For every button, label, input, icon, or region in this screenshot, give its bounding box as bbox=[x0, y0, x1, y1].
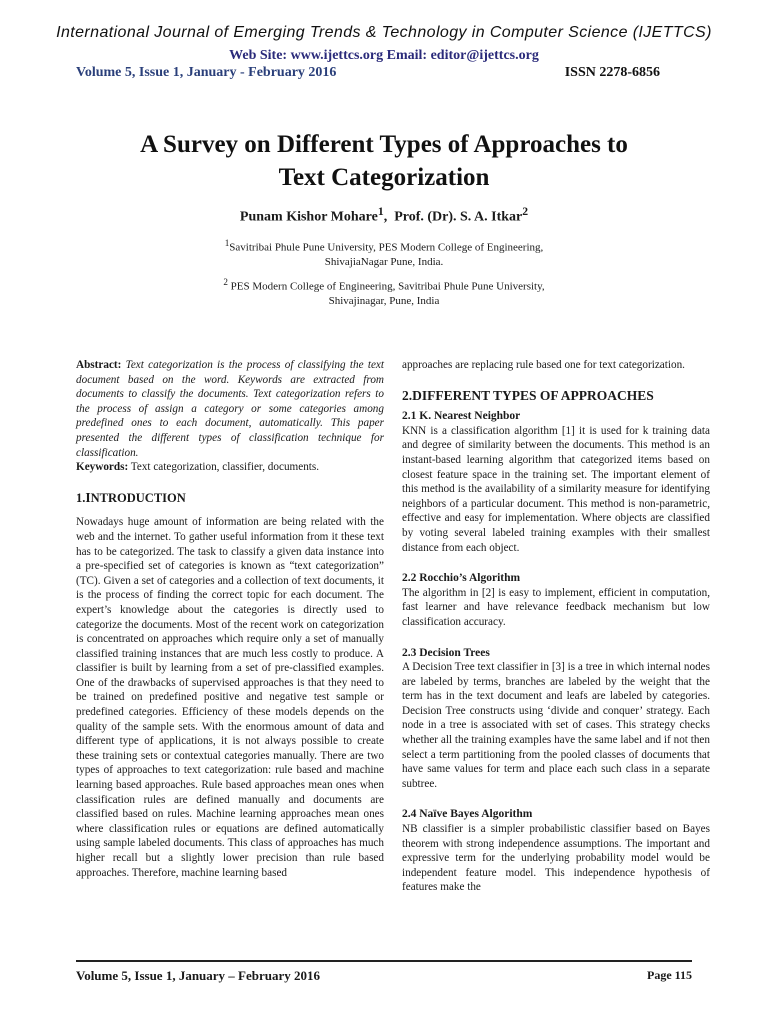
author-2-sup: 2 bbox=[522, 205, 529, 218]
page-footer bbox=[76, 968, 692, 984]
subsection-2-2-heading: 2.2 Rocchio’s Algorithm bbox=[402, 572, 521, 585]
journal-website: Web Site: www.ijettcs.org Email: editor@ijettcs.org bbox=[229, 48, 539, 63]
paper-title-line1: A Survey on Different Types of Approaches to bbox=[140, 131, 628, 158]
subsection-2-3-heading: 2.3 Decision Trees bbox=[402, 646, 490, 659]
volume-line bbox=[76, 65, 660, 81]
subsection-2-4-text: NB classifier is a simpler probabilistic classifier based on Bayes theorem with strong independence assumptions. The important and expressive term for the underlying probability model would be independent feature model. This independence hypothesis of features make the bbox=[402, 823, 710, 894]
authors bbox=[0, 205, 768, 226]
section-introduction-heading bbox=[76, 491, 384, 506]
introduction-text: Nowadays huge amount of information are being related with the web and the internet. To gather useful information from it these text has to be categorized. The task to classify a given data instance into a pre-specified set of categories is known as “text categorization” (TC). Given a set of categories and a collection of text documents, it is the process of finding the correct topic for each document. The expert’s knowledge about the categories is directly used to categorize the documents. Most of the recent work on categorization is concentrated on approaches which require only a set of manually classified training instances that are much less costly to produce. A classifier is built by learning from a set of pre-classified examples. One of the drawbacks of supervised approaches is that they need to be trained on predefined positive and negative test sample or predefined categories. Efficiency of these models depends on the quality of the sample sets. With the enormous amount of data and different type of applications, it is not always possible to create these training sets or contextual categories manually. There are two types of approaches to text categorization: rule based and machine learning based approaches. Rule based approaches mean ones when classification rules are defined manually and documents are classified based on rules. Machine learning approaches mean ones where classification rules or equations are defined automatically using sample labeled documents. This class of approaches has much higher recall but a slightly lower precision than rule based approaches. Therefore, machine learning based bbox=[76, 516, 384, 879]
affiliation-1 bbox=[0, 236, 768, 269]
section-initial: I bbox=[85, 489, 91, 505]
left-column bbox=[76, 358, 384, 880]
abstract bbox=[76, 358, 384, 460]
paper-title bbox=[0, 128, 768, 194]
subsection-2-3-text: A Decision Tree text classifier in [3] is a tree in which internal nodes are labeled by terms, branches are labeled by the weight that the term has in the text document and leafs are labeled by categories. Decision Tree constructs using ‘divide and conquer’ strategy. Each node in a tree is associated with set of cases. This strategy checks whether all the training examples have the same label and if not then select a term partitioning from the pooled classes of documents that have same values for term and place each such class in a separate subtree. bbox=[402, 661, 710, 790]
keywords bbox=[76, 460, 384, 475]
author-1: Punam Kishor Mohare bbox=[239, 209, 378, 225]
affiliation-2-line2: Shivajinagar, Pune, India bbox=[328, 294, 440, 307]
footer-rule bbox=[76, 960, 692, 962]
author-1-sup: 1 bbox=[377, 205, 384, 218]
section-number: 1. bbox=[76, 490, 86, 505]
affiliation-2-line1: PES Modern College of Engineering, Savitribai Phule Pune University, bbox=[227, 280, 545, 293]
subsection-2-1-text: KNN is a classification algorithm [1] it is used for k training data and degree of similarity between the documents. This method is an instant-based learning algorithm that categorized items based on closest feature space in the training set. The important element of this method is the availability of a similarity measure for identifying neighbors of a particular document. This method is non-parametric, effective and easy for implementation. Where objects are classified by voting several labeled training examples with their smallest distance from each object. bbox=[402, 424, 710, 554]
volume-info: Volume 5, Issue 1, January - February 2016 bbox=[76, 65, 337, 80]
intro-continuation: approaches are replacing rule based one for text categorization. bbox=[402, 359, 685, 371]
keywords-text: Text categorization, classifier, documents. bbox=[128, 461, 320, 474]
affiliation-2-sup: 2 bbox=[223, 277, 228, 287]
keywords-label: Keywords: bbox=[76, 461, 129, 474]
affiliation-1-sup: 1 bbox=[224, 238, 230, 248]
author-2: Prof. (Dr). S. A. Itkar bbox=[394, 209, 523, 225]
subsection-2-1-heading: 2.1 K. Nearest Neighbor bbox=[402, 410, 521, 423]
issn: ISSN 2278-6856 bbox=[564, 65, 660, 80]
affiliation-1-line2: ShivajiaNagar Pune, India. bbox=[324, 255, 444, 268]
journal-title: International Journal of Emerging Trends & Technology in Computer Science (IJETTCS) bbox=[56, 24, 712, 41]
subsection-2-2-text: The algorithm in [2] is easy to implement, efficient in computation, fast learner and have relevance feedback mechanism but low classification accuracy. bbox=[402, 586, 710, 628]
abstract-text: Text categorization is the process of classifying the text document based on the word. Keywords are extracted from documents to classify the documents. Text categorization refers to the process of assign a category or some categories among predefined ones to each document, automatically. This paper presented the different types of classification technique for classification. bbox=[76, 359, 384, 459]
abstract-label: Abstract: bbox=[76, 359, 122, 371]
right-column bbox=[402, 358, 710, 895]
section-2-heading: 2.DIFFERENT TYPES OF APPROACHES bbox=[402, 387, 654, 403]
section-title-rest: NTRODUCTION bbox=[90, 490, 186, 505]
author-sep: , bbox=[383, 209, 395, 225]
page-number: Page 115 bbox=[647, 968, 692, 982]
affiliation-2 bbox=[0, 275, 768, 308]
footer-volume: Volume 5, Issue 1, January – February 2016 bbox=[76, 968, 321, 983]
affiliation-1-line1: Savitribai Phule Pune University, PES Modern College of Engineering, bbox=[229, 241, 544, 254]
subsection-2-4-heading: 2.4 Naïve Bayes Algorithm bbox=[402, 808, 533, 821]
paper-title-line2: Text Categorization bbox=[278, 164, 490, 191]
